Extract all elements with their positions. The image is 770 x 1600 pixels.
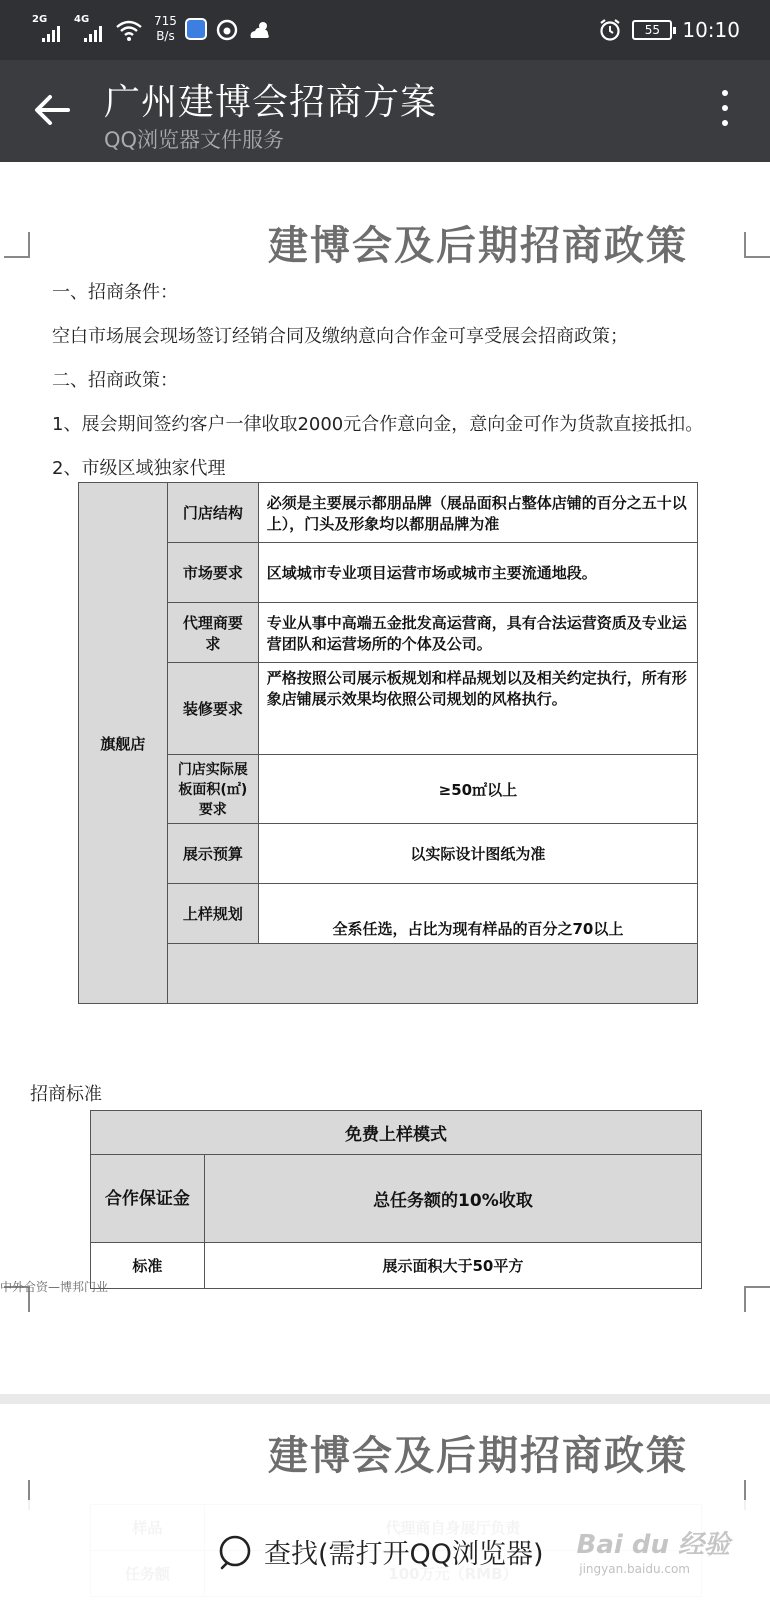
row-label: 标准 — [91, 1243, 205, 1289]
crop-mark — [744, 232, 770, 258]
network-speed — [154, 14, 177, 44]
document-subtitle: QQ浏览器文件服务 — [104, 128, 285, 152]
section1-text: 空白市场展会现场签订经销合同及缴纳意向合作金可享受展会招商政策； — [52, 326, 628, 347]
row-value: 展示面积大于50平方 — [204, 1243, 701, 1289]
weibo-notification-icon — [215, 18, 239, 42]
section2-heading: 二、招商政策： — [52, 370, 178, 391]
footer-note: 中外合资—博邦门业 — [0, 1280, 109, 1294]
flagship-store-table — [78, 482, 698, 1004]
back-arrow-icon[interactable] — [30, 88, 74, 132]
standard-table — [90, 1110, 702, 1289]
clock: 10:10 — [682, 18, 740, 42]
status-bar — [0, 0, 770, 60]
crop-mark — [4, 232, 30, 258]
row-value: 专业从事中高端五金批发高运营商，具有合法运营资质及专业运营团队和运营场所的个体及公司。 — [258, 603, 697, 663]
row-value: 严格按照公司展示板规划和样品规划以及相关约定执行，所有形象店铺展示效果均依照公司规划的风格执行。 — [258, 663, 697, 755]
find-label: 查找(需打开QQ浏览器) — [264, 1539, 544, 1570]
row-label: 装修要求 — [167, 663, 258, 755]
row-value: 区域城市专业项目运营市场或城市主要流通地段。 — [258, 543, 697, 603]
title-bar — [0, 60, 770, 162]
signal-4g-icon — [74, 14, 108, 44]
document-page — [0, 162, 770, 1394]
find-bar — [0, 1500, 770, 1600]
watermark-brand: Bai du 经验 — [576, 1530, 730, 1560]
row-label: 门店结构 — [167, 483, 258, 543]
wifi-icon — [116, 20, 142, 42]
network-label-1: 2G — [32, 14, 48, 25]
policy-item-1: 1、展会期间签约客户一律收取2000元合作意向金，意向金可作为货款直接抵扣。 — [52, 414, 704, 435]
row-label: 门店实际展板面积(㎡)要求 — [167, 755, 258, 824]
policy-item-2: 2、市级区域独家代理 — [52, 458, 226, 479]
weather-cloud-icon — [247, 18, 273, 42]
row-label: 合作保证金 — [91, 1155, 205, 1243]
alarm-clock-icon — [598, 18, 622, 42]
qq-browser-notification-icon — [185, 18, 207, 40]
row-value: 总任务额的10%收取 — [204, 1155, 701, 1243]
table-header: 免费上样模式 — [91, 1111, 702, 1155]
row-label: 市场要求 — [167, 543, 258, 603]
row-label: 代理商要求 — [167, 603, 258, 663]
battery-indicator: 55 — [632, 20, 672, 40]
row-value: 以实际设计图纸为准 — [258, 824, 697, 884]
row-label: 上样规划 — [167, 884, 258, 944]
speed-unit: B/s — [156, 29, 175, 43]
document-title: 广州建博会招商方案 — [104, 82, 438, 123]
section1-heading: 一、招商条件： — [52, 282, 178, 303]
watermark-url: jingyan.baidu.com — [579, 1562, 690, 1576]
row-label: 展示预算 — [167, 824, 258, 884]
more-options-icon[interactable] — [722, 90, 730, 130]
row-value: ≥50㎡以上 — [258, 755, 697, 824]
row-value: 必须是主要展示都朋品牌（展品面积占整体店铺的百分之五十以上），门头及形象均以都朋品牌为准 — [258, 483, 697, 543]
status-left — [32, 14, 273, 44]
signal-2g-icon — [32, 14, 66, 44]
status-right — [598, 18, 740, 42]
find-button[interactable] — [218, 1532, 544, 1571]
network-label-2: 4G — [74, 14, 90, 25]
search-icon — [218, 1534, 254, 1570]
crop-mark — [744, 1286, 770, 1312]
category-cell: 旗舰店 — [79, 483, 168, 1004]
row-value: 全系任选，占比为现有样品的百分之70以上 — [258, 884, 697, 944]
standard-title: 招商标准 — [30, 1084, 102, 1105]
empty-row — [167, 944, 697, 1004]
page-heading: 建博会及后期招商政策 — [268, 223, 688, 269]
page2-heading: 建博会及后期招商政策 — [268, 1433, 688, 1479]
speed-value: 715 — [154, 14, 177, 28]
